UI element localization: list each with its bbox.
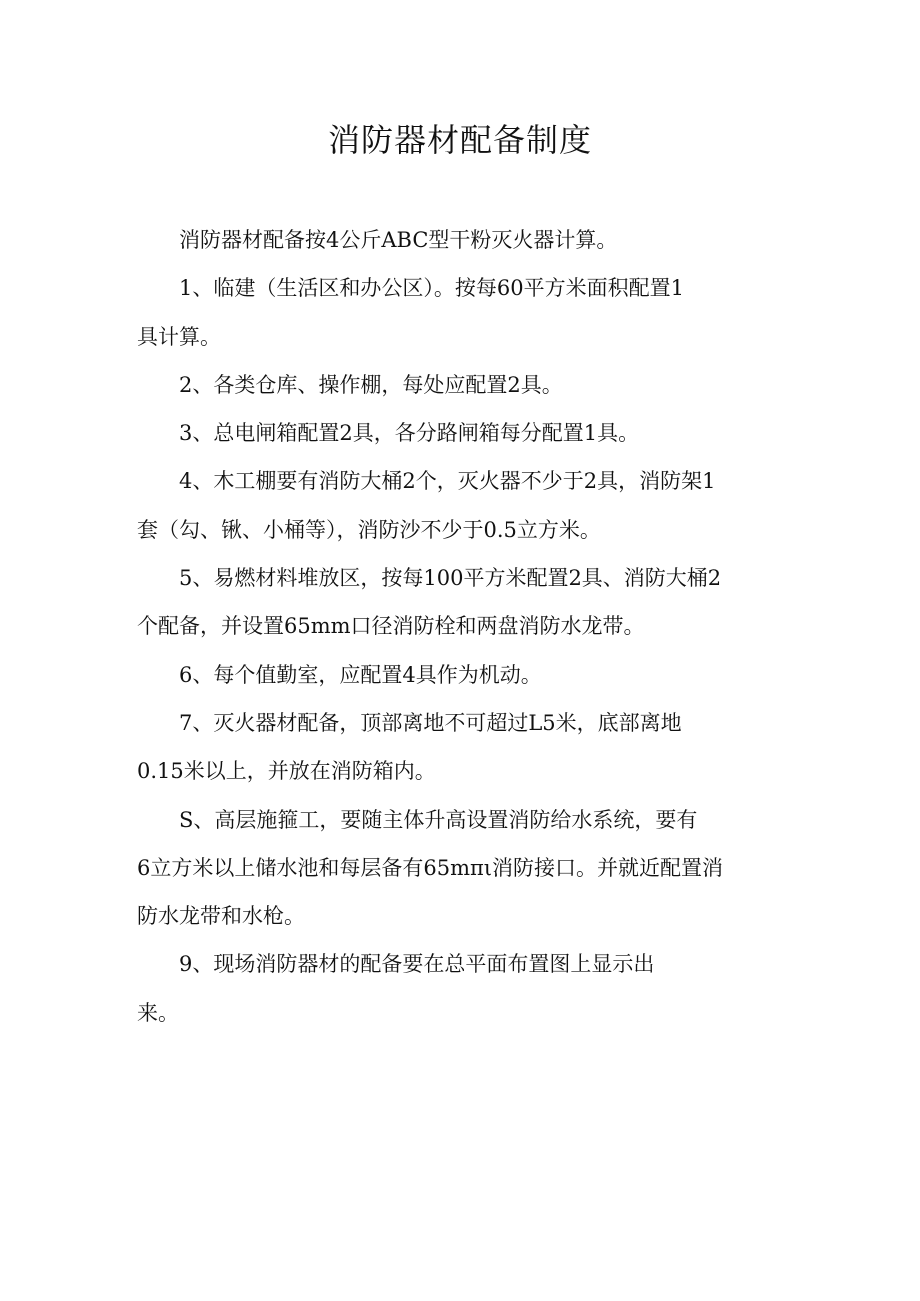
intro-paragraph: 消防器材配备按4公斤ABC型干粉灭火器计算。	[179, 228, 618, 252]
document-body	[137, 216, 787, 1037]
rule-item-4	[137, 457, 787, 554]
rule-item-1	[137, 264, 787, 361]
rule-line: 4、木工棚要有消防大桶2个，灭火器不少于2具，消防架1	[179, 469, 716, 494]
rule-item-6	[137, 651, 787, 699]
document-title: 消防器材配备制度	[327, 121, 592, 159]
rule-line: 套（勾、锹、小桶等），消防沙不少于0.5立方米。	[137, 517, 601, 542]
rule-line: 来。	[137, 1000, 179, 1025]
rule-item-5	[137, 554, 787, 651]
rule-line: S、高层施箍工，要随主体升高设置消防给水系统，要有	[179, 807, 698, 832]
rule-line: 5、易燃材料堆放区，按每100平方米配置2具、消防大桶2	[179, 566, 722, 591]
rule-line: 具计算。	[137, 324, 221, 349]
rule-line: 6、每个值勤室，应配置4具作为机动。	[179, 662, 542, 687]
rule-line: 7、灭火器材配备，顶部离地不可超过L5米，底部离地	[179, 710, 682, 735]
rule-item-2	[137, 361, 787, 409]
rule-line: 0.15米以上，并放在消防箱内。	[137, 759, 436, 784]
rule-line: 2、各类仓库、操作棚，每处应配置2具。	[179, 372, 563, 397]
rule-item-9	[137, 940, 787, 1037]
rule-line: 个配备，并设置65mm口径消防栓和两盘消防水龙带。	[137, 614, 645, 639]
rule-line: 6立方米以上储水池和每层备有65mπι消防接口。并就近配置消	[137, 855, 724, 880]
rule-item-8	[137, 796, 787, 941]
rule-line: 防水龙带和水枪。	[137, 904, 305, 929]
rule-line: 1、临建（生活区和办公区）。按每60平方米面积配置1	[179, 276, 684, 301]
rule-line: 3、总电闸箱配置2具，各分路闸箱每分配置1具。	[179, 421, 640, 446]
rule-line: 9、现场消防器材的配备要在总平面布置图上显示出	[179, 952, 655, 977]
rule-item-3	[137, 409, 787, 457]
rule-item-7	[137, 699, 787, 796]
